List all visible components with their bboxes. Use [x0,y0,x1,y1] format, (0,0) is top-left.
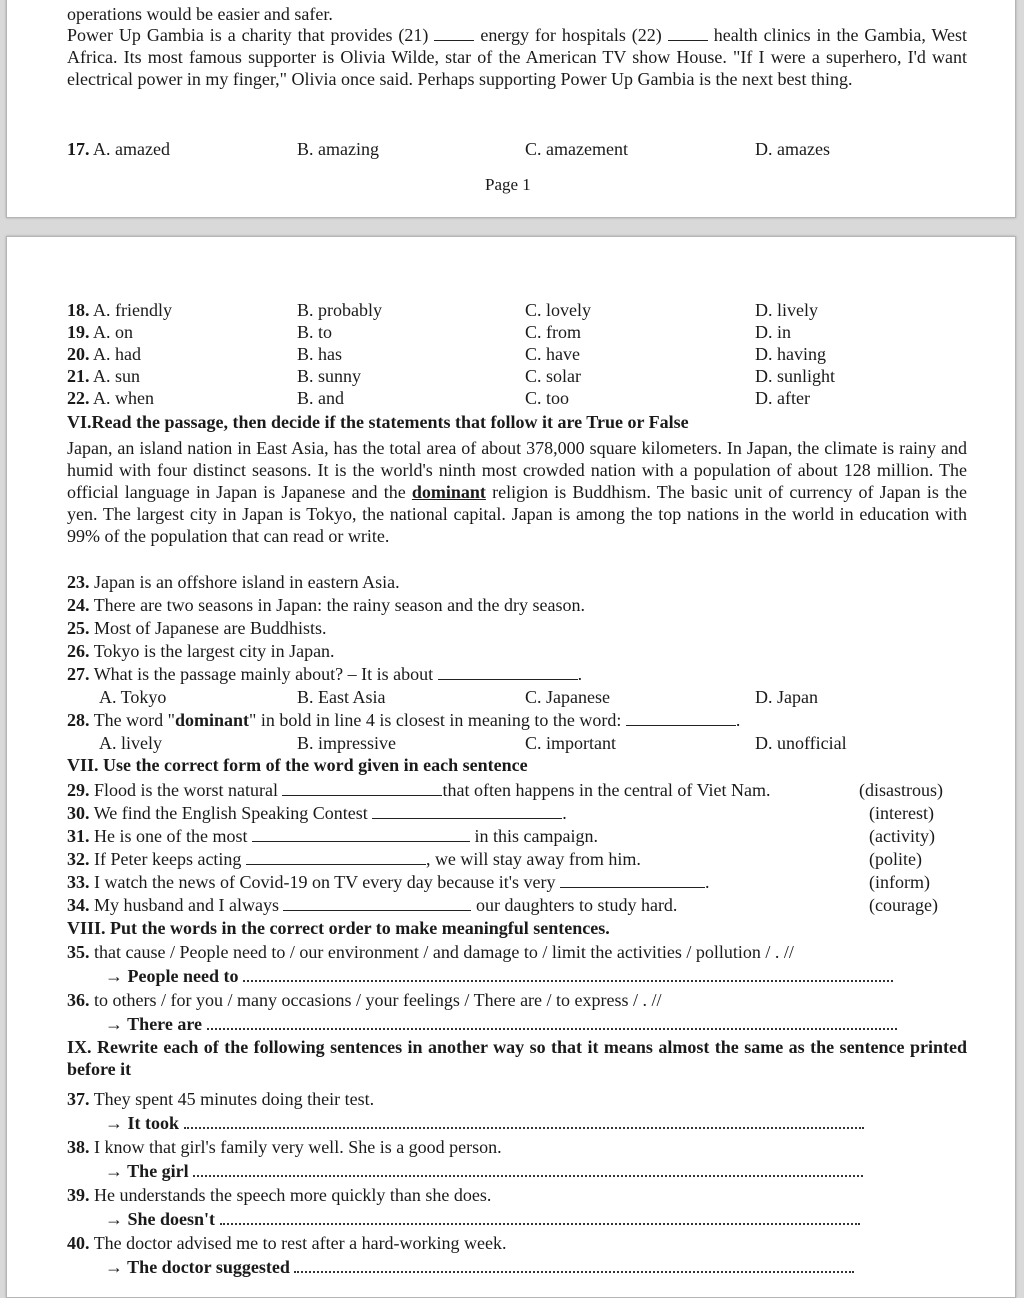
blank-22[interactable] [668,26,708,41]
question-22: 22. A. when [67,388,155,408]
statement-26: 26. Tokyo is the largest city in Japan. [67,641,335,661]
option-28b: B. impressive [297,733,396,753]
blank-33[interactable] [560,873,705,888]
passage-gambia: Power Up Gambia is a charity that provides (21) energy for hospitals (22) health clinics in the Gambia, West Africa. Its most famous supporter is Olivia Wilde, star of the American TV show House. "If I were a superhero, I'd want electrical power in my finger," Olivia once said. Perhaps supporting Power Up Gambia is the next best thing. [67,25,968,89]
question-18: 18. A. friendly [67,300,172,320]
section-8-heading: VIII. Put the words in the correct order to make meaningful sentences. [67,918,610,938]
answer-35: → People need to [105,965,893,987]
statement-25: 25. Most of Japanese are Buddhists. [67,618,327,638]
option-18c: C. lovely [525,300,591,320]
option-17d: D. amazes [755,139,830,159]
page-1 [6,0,1016,218]
reorder-36: 36. to others / for you / many occasions / your feelings / There are / to express / . // [67,990,662,1010]
question-19: 19. A. on [67,322,134,342]
option-22c: C. too [525,388,570,408]
word-hint-31: (activity) [869,826,935,846]
answer-36: → There are [105,1013,897,1035]
option-19b: B. to [297,322,333,342]
option-18d: D. lively [755,300,818,320]
option-27a: A. Tokyo [99,687,167,707]
answer-38: → The girl [105,1160,863,1182]
option-28c: C. important [525,733,616,753]
word-form-31: 31. He is one of the most in this campaign. [67,826,598,846]
option-19c: C. from [525,322,581,342]
word-hint-30: (interest) [869,803,934,823]
blank-30[interactable] [372,804,562,819]
option-17c: C. amazement [525,139,628,159]
option-20c: C. have [525,344,580,364]
blank-31[interactable] [252,827,470,842]
blank-28[interactable] [626,711,736,726]
option-20d: D. having [755,344,826,364]
word-form-33: 33. I watch the news of Covid-19 on TV every day because it's very . [67,872,710,892]
answer-line-39[interactable] [220,1211,860,1225]
question-27: 27. What is the passage mainly about? – It is about . [67,664,583,684]
question-17: 17. A. amazed [67,139,170,159]
option-28a: A. lively [99,733,162,753]
word-hint-29: (disastrous) [859,780,943,800]
section-6-heading: VI.Read the passage, then decide if the statements that follow it are True or False [67,412,689,432]
word-form-34: 34. My husband and I always our daughters to study hard. [67,895,678,915]
option-21c: C. solar [525,366,581,386]
blank-34[interactable] [283,896,471,911]
word-form-29: 29. Flood is the worst natural that often happens in the central of Viet Nam. [67,780,771,800]
word-form-32: 32. If Peter keeps acting , we will stay away from him. [67,849,641,869]
page-number: Page 1 [485,175,531,194]
blank-32[interactable] [246,850,426,865]
word-hint-34: (courage) [869,895,938,915]
answer-line-38[interactable] [193,1163,863,1177]
option-19d: D. in [755,322,791,342]
option-27c: C. Japanese [525,687,610,707]
option-20b: B. has [297,344,342,364]
section-9-heading: IX. Rewrite each of the following sentences in another way so that it means almost the same as the sentence printed before it [67,1037,967,1079]
option-21b: B. sunny [297,366,362,386]
question-20: 20. A. had [67,344,142,364]
rewrite-38: 38. I know that girl's family very well. She is a good person. [67,1137,502,1157]
answer-line-36[interactable] [207,1016,897,1030]
section-7-heading: VII. Use the correct form of the word given in each sentence [67,755,528,775]
text-line: operations would be easier and safer. [67,4,333,24]
reorder-35: 35. that cause / People need to / our environment / and damage to / limit the activities / pollution / . // [67,942,794,962]
answer-line-40[interactable] [294,1259,854,1273]
option-18b: B. probably [297,300,382,320]
page-2 [6,236,1016,1298]
statement-23: 23. Japan is an offshore island in eastern Asia. [67,572,400,592]
option-28d: D. unofficial [755,733,847,753]
option-17b: B. amazing [297,139,379,159]
answer-40: → The doctor suggested [105,1256,854,1278]
statement-24: 24. There are two seasons in Japan: the rainy season and the dry season. [67,595,586,615]
rewrite-37: 37. They spent 45 minutes doing their test. [67,1089,375,1109]
blank-21[interactable] [434,26,474,41]
rewrite-40: 40. The doctor advised me to rest after a hard-working week. [67,1233,507,1253]
answer-line-35[interactable] [243,968,893,982]
question-21: 21. A. sun [67,366,141,386]
blank-29[interactable] [282,781,442,796]
word-hint-33: (inform) [869,872,930,892]
answer-line-37[interactable] [184,1115,864,1129]
passage-japan: Japan, an island nation in East Asia, has the total area of about 378,000 square kilometers. In Japan, the climate is rainy and humid with four distinct seasons. It is the world's ninth most crowded nation with a population of about 128 million. The official language in Japan is Japanese and the dominant religion is Buddhism. The basic unit of currency of Japan is the yen. The largest city in Japan is Tokyo, the national capital. Japan is among the top nations in the world in education with 99% of the population that can read or write. [67,438,967,546]
answer-37: → It took [105,1112,864,1134]
word-form-30: 30. We find the English Speaking Contest . [67,803,567,823]
option-27b: B. East Asia [297,687,386,707]
answer-39: → She doesn't [105,1208,860,1230]
question-28: 28. The word "dominant" in bold in line 4 is closest in meaning to the word: . [67,710,741,730]
blank-27[interactable] [438,665,578,680]
option-22b: B. and [297,388,344,408]
option-21d: D. sunlight [755,366,836,386]
rewrite-39: 39. He understands the speech more quickly than she does. [67,1185,492,1205]
option-22d: D. after [755,388,810,408]
word-hint-32: (polite) [869,849,922,869]
option-27d: D. Japan [755,687,818,707]
